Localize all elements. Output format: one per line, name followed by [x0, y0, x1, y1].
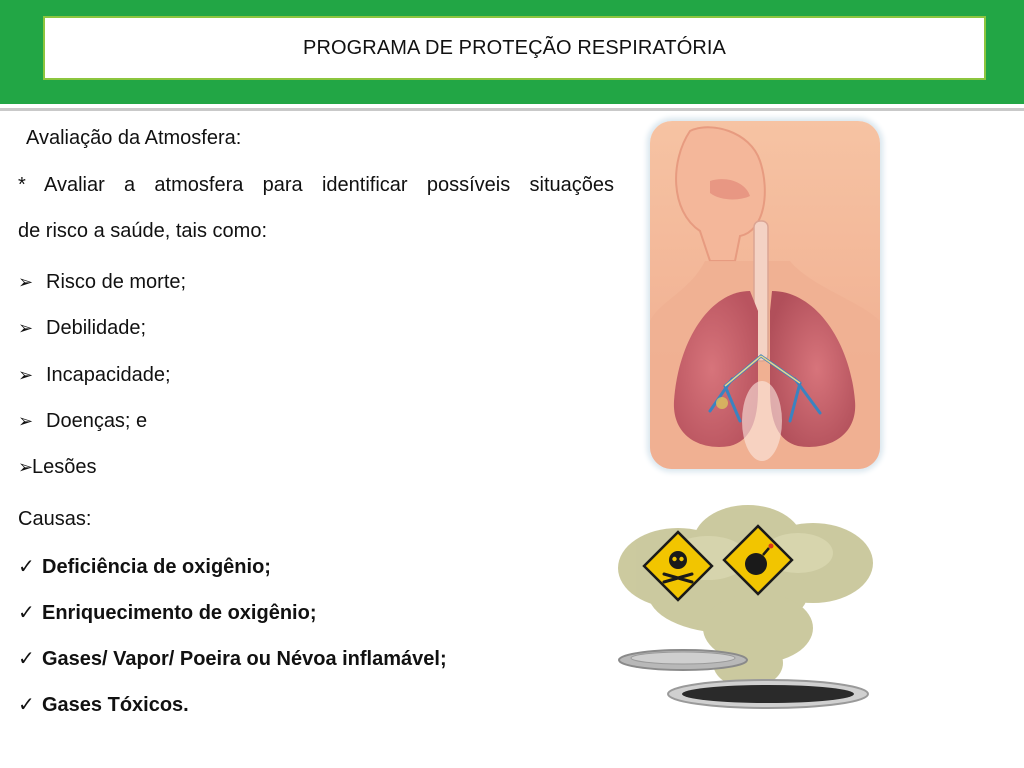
cause-item-label: Gases Tóxicos.: [42, 694, 189, 716]
intro-line-2: de risco a saúde, tais como:: [18, 220, 268, 242]
cause-item: [18, 554, 271, 579]
cause-item: [18, 692, 189, 717]
check-bullet-icon: ✓: [18, 648, 35, 670]
risk-item: [18, 410, 147, 433]
section-heading: Avaliação da Atmosfera:: [26, 127, 242, 149]
arrow-bullet-icon: ➢: [18, 411, 34, 431]
slide-title: PROGRAMA DE PROTEÇÃO RESPIRATÓRIA: [303, 36, 726, 59]
cause-item: [18, 600, 316, 625]
check-bullet-icon: ✓: [18, 602, 35, 624]
cause-item-label: Gases/ Vapor/ Poeira ou Névoa inflamável;: [42, 648, 447, 670]
cause-item: [18, 646, 447, 671]
risk-item-label: Risco de morte;: [46, 271, 187, 293]
respiratory-system-image: [650, 121, 880, 469]
arrow-bullet-icon: ➢: [18, 272, 34, 292]
title-box: [43, 16, 986, 80]
intro-line-1: * Avaliar a atmosfera para identificar possíveis situações: [18, 174, 614, 196]
arrow-bullet-icon: ➢: [18, 457, 34, 477]
causes-heading: Causas:: [18, 508, 92, 530]
risk-item: [18, 364, 171, 387]
check-bullet-icon: ✓: [18, 694, 35, 716]
cause-item-label: Enriquecimento de oxigênio;: [42, 602, 317, 624]
cause-item-label: Deficiência de oxigênio;: [42, 556, 271, 578]
risk-item: [18, 271, 186, 294]
header-divider: [0, 108, 1024, 111]
arrow-bullet-icon: ➢: [18, 318, 34, 338]
risk-item: [18, 317, 146, 340]
hazard-cloud-image: [608, 498, 888, 716]
risk-item-label: Doenças; e: [46, 410, 148, 432]
risk-item-label: Lesões: [32, 456, 97, 478]
hazard-cloud-illustration-icon: [608, 498, 888, 716]
lungs-illustration-icon: [650, 121, 880, 469]
check-bullet-icon: ✓: [18, 556, 35, 578]
arrow-bullet-icon: ➢: [18, 365, 34, 385]
risk-item: [18, 456, 97, 479]
risk-item-label: Incapacidade;: [46, 364, 171, 386]
risk-item-label: Debilidade;: [46, 317, 147, 339]
